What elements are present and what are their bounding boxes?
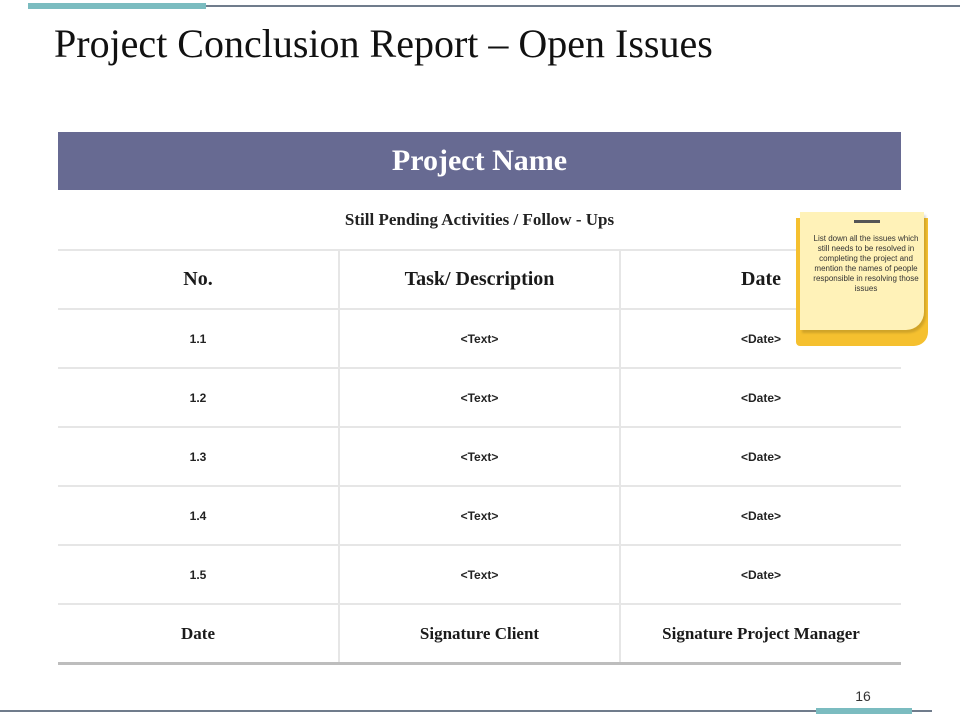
footer-date[interactable]: Date xyxy=(58,604,339,664)
row-task[interactable]: <Text> xyxy=(339,545,620,604)
row-date[interactable]: <Date> xyxy=(620,368,901,427)
row-number[interactable]: 1.4 xyxy=(58,486,339,545)
row-date[interactable]: <Date> xyxy=(620,309,901,368)
bottom-accent-bar xyxy=(816,708,912,714)
page-number: 16 xyxy=(855,688,871,704)
footer-signature-client[interactable]: Signature Client xyxy=(339,604,620,664)
row-number[interactable]: 1.2 xyxy=(58,368,339,427)
table-row xyxy=(58,545,901,604)
column-header-row xyxy=(58,250,901,309)
sticky-note-front xyxy=(800,212,924,330)
sticky-note-tape xyxy=(854,220,880,223)
table-row xyxy=(58,309,901,368)
column-header-task[interactable]: Task/ Description xyxy=(339,250,620,309)
slide-title: Project Conclusion Report – Open Issues xyxy=(54,21,713,66)
project-name-header[interactable]: Project Name xyxy=(58,132,901,190)
row-task[interactable]: <Text> xyxy=(339,486,620,545)
row-number[interactable]: 1.5 xyxy=(58,545,339,604)
row-number[interactable]: 1.3 xyxy=(58,427,339,486)
open-issues-table xyxy=(58,132,901,665)
signature-row xyxy=(58,604,901,664)
table-row xyxy=(58,486,901,545)
row-task[interactable]: <Text> xyxy=(339,309,620,368)
top-accent-bar xyxy=(28,3,206,9)
column-header-no[interactable]: No. xyxy=(58,250,339,309)
column-header-date[interactable]: Date xyxy=(620,250,901,309)
row-task[interactable]: <Text> xyxy=(339,368,620,427)
row-date[interactable]: <Date> xyxy=(620,427,901,486)
pending-activities-label[interactable]: Still Pending Activities / Follow - Ups xyxy=(58,190,901,250)
row-date[interactable]: <Date> xyxy=(620,486,901,545)
row-number[interactable]: 1.1 xyxy=(58,309,339,368)
table-row xyxy=(58,368,901,427)
sticky-note xyxy=(796,212,932,346)
row-date[interactable]: <Date> xyxy=(620,545,901,604)
table-row xyxy=(58,427,901,486)
row-task[interactable]: <Text> xyxy=(339,427,620,486)
sticky-note-text[interactable]: List down all the issues which still needs to be resolved in completing the project and mention the names of people responsible in resolving those issues xyxy=(813,234,919,293)
footer-signature-project-manager[interactable]: Signature Project Manager xyxy=(620,604,901,664)
bottom-rule xyxy=(0,710,932,712)
